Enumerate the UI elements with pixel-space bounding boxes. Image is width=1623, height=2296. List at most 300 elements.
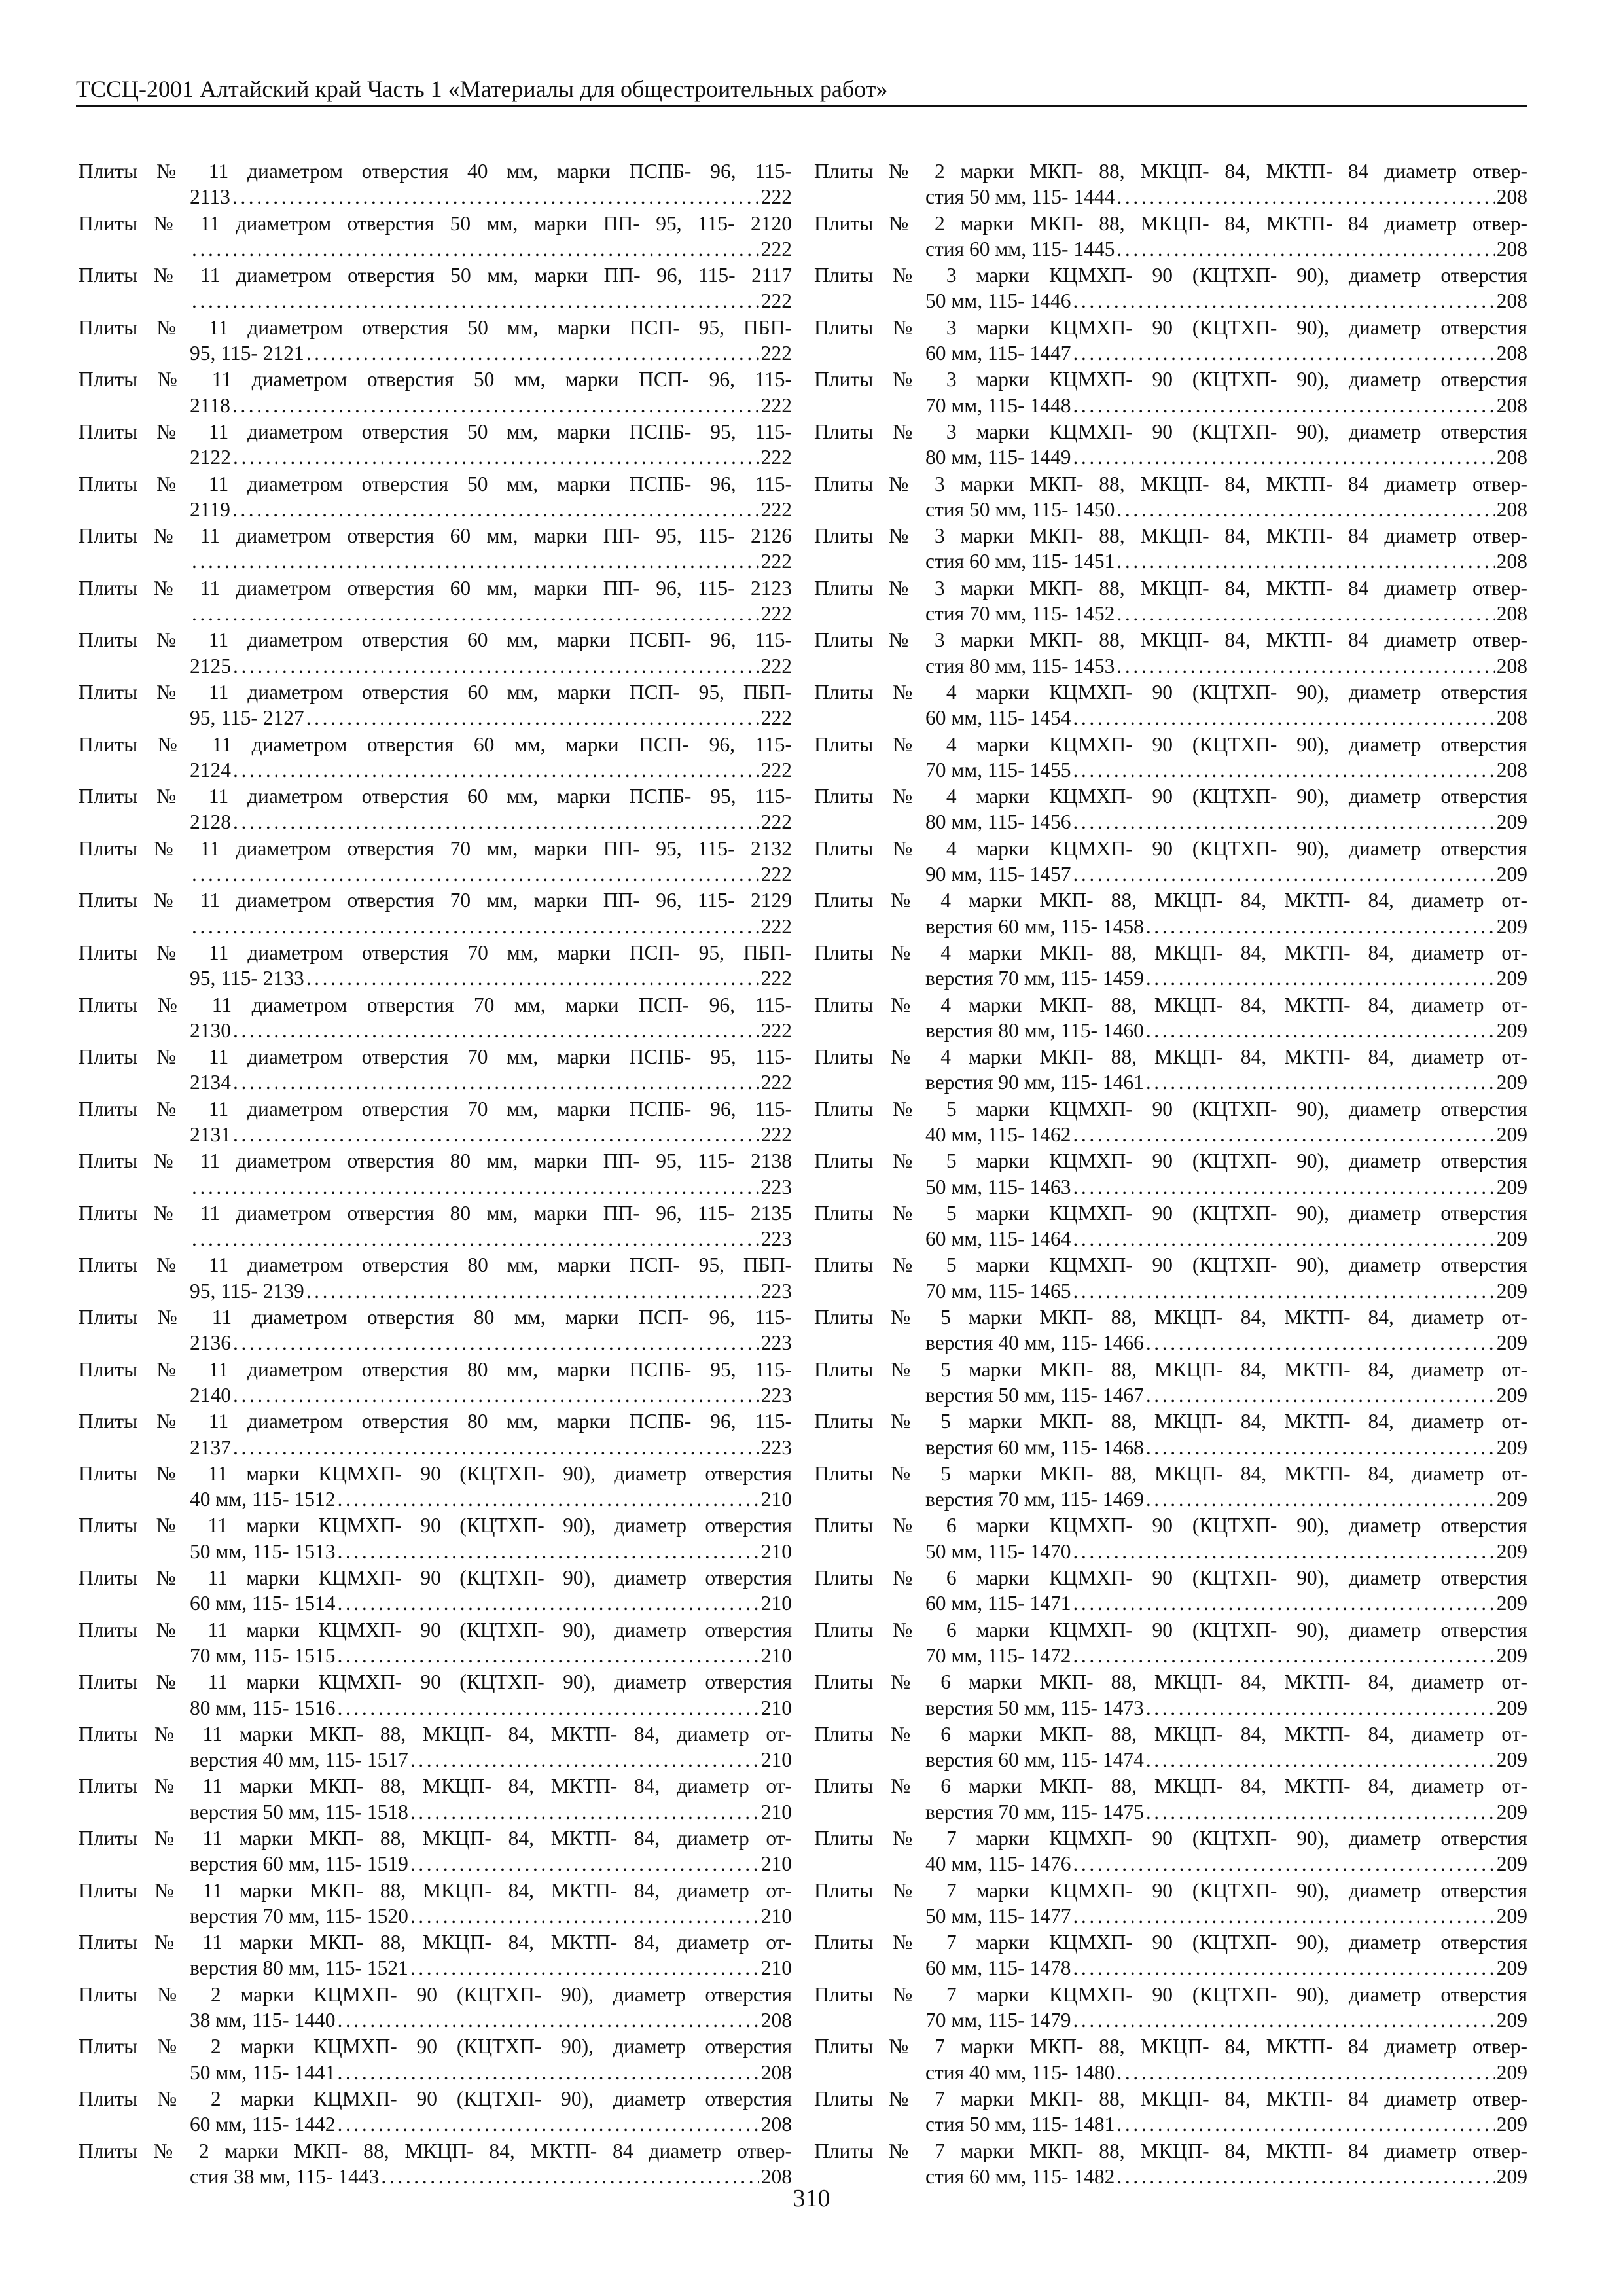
index-page-reference: 210 xyxy=(760,1488,792,1511)
index-entry-continuation-text: верстия 60 мм, 115- 1468 xyxy=(925,1435,1144,1459)
index-entry-continuation xyxy=(79,2060,792,2085)
index-page-reference: 210 xyxy=(760,1748,792,1772)
index-page-reference: 209 xyxy=(1496,2164,1527,2188)
index-entry xyxy=(814,575,1527,627)
index-page-reference: 210 xyxy=(760,1852,792,1876)
dot-leader xyxy=(410,1903,759,1929)
index-page-reference: 208 xyxy=(1496,289,1527,313)
index-entry-text: Плиты № 2 марки КЦМХП- 90 (КЦТХП- 90), диаметр отверстия xyxy=(79,2035,792,2058)
index-entry-text: Плиты № 5 марки КЦМХП- 90 (КЦТХП- 90), диаметр отверстия xyxy=(814,1149,1527,1173)
index-entry-text: Плиты № 11 диаметром отверстия 50 мм, марки ПСП- 96, 115- xyxy=(79,368,792,391)
dot-leader xyxy=(1146,1435,1495,1460)
index-entry-continuation-text: 70 мм, 115- 1448 xyxy=(925,393,1071,417)
index-entry xyxy=(814,992,1527,1044)
index-page-reference: 222 xyxy=(760,967,792,990)
dot-leader xyxy=(306,965,759,991)
index-entry-continuation-text: 95, 115- 2139 xyxy=(190,1279,304,1302)
index-entry xyxy=(814,783,1527,835)
index-entry-continuation-text: стия 60 мм, 115- 1445 xyxy=(925,237,1115,260)
index-page-reference: 222 xyxy=(760,706,792,730)
index-page-reference: 209 xyxy=(1496,1800,1527,1823)
index-entry-text: Плиты № 4 марки КЦМХП- 90 (КЦТХП- 90), диаметр отверстия xyxy=(814,680,1527,704)
index-entry-continuation xyxy=(79,497,792,522)
index-entry xyxy=(814,888,1527,939)
index-entry-continuation-text: 60 мм, 115- 1464 xyxy=(925,1227,1071,1251)
index-entry-continuation xyxy=(79,1590,792,1616)
index-entry-continuation xyxy=(814,1903,1527,1929)
index-page-reference: 223 xyxy=(760,1279,792,1302)
index-entry-continuation xyxy=(79,809,792,834)
dot-leader xyxy=(1073,705,1494,730)
index-entry-continuation xyxy=(79,965,792,991)
index-page-reference: 209 xyxy=(1496,1643,1527,1667)
index-entry xyxy=(814,315,1527,367)
index-page-reference: 208 xyxy=(1496,185,1527,209)
index-entry-continuation-text: верстия 70 мм, 115- 1459 xyxy=(925,967,1144,990)
index-entry xyxy=(79,1513,792,1564)
index-entry-continuation-text: 50 мм, 115- 1513 xyxy=(190,1539,336,1563)
index-entry-text: Плиты № 11 диаметром отверстия 70 мм, марки ПСПБ- 95, 115- xyxy=(79,1045,792,1069)
index-entry xyxy=(814,1304,1527,1356)
index-entry-text: Плиты № 11 марки КЦМХП- 90 (КЦТХП- 90), диаметр отверстия xyxy=(79,1462,792,1485)
index-page-reference: 209 xyxy=(1496,967,1527,990)
dot-leader xyxy=(1073,2007,1494,2033)
dot-leader xyxy=(337,1486,758,1512)
index-entry-continuation xyxy=(814,444,1527,470)
index-entry-text: Плиты № 11 диаметром отверстия 70 мм, марки ПП- 95, 115- 2132 xyxy=(79,836,792,860)
index-entry xyxy=(79,1148,792,1200)
index-entry xyxy=(79,1878,792,1929)
index-page-reference: 208 xyxy=(1496,446,1527,469)
dot-leader xyxy=(1073,1226,1494,1251)
index-entry-text: Плиты № 11 диаметром отверстия 50 мм, марки ПСП- 95, ПБП- xyxy=(79,315,792,339)
index-entry-text: Плиты № 11 диаметром отверстия 60 мм, марки ПСП- 95, ПБП- xyxy=(79,680,792,704)
index-page-reference: 223 xyxy=(760,1227,792,1251)
index-entry-text: Плиты № 7 марки МКП- 88, МКЦП- 84, МКТП- 84 диаметр отвер- xyxy=(814,2139,1527,2162)
index-page-reference: 209 xyxy=(1496,1592,1527,1615)
index-entry-text: Плиты № 11 марки МКП- 88, МКЦП- 84, МКТП- 84, диаметр от- xyxy=(79,1931,792,1954)
index-entry-text: Плиты № 11 марки МКП- 88, МКЦП- 84, МКТП- 84, диаметр от- xyxy=(79,1722,792,1746)
index-page-reference: 208 xyxy=(1496,393,1527,417)
index-page-reference: 209 xyxy=(1496,1122,1527,1146)
index-page-reference: 223 xyxy=(760,1383,792,1407)
index-page-reference: 222 xyxy=(760,446,792,469)
dot-leader xyxy=(232,497,759,522)
index-page-reference: 208 xyxy=(760,2164,792,2188)
dot-leader xyxy=(1073,393,1494,418)
index-entry-continuation xyxy=(79,1122,792,1147)
index-entry-continuation-text: стия 38 мм, 115- 1443 xyxy=(190,2164,380,2188)
index-page-reference: 222 xyxy=(760,1071,792,1094)
index-entry-text: Плиты № 3 марки КЦМХП- 90 (КЦТХП- 90), диаметр отверстия xyxy=(814,264,1527,287)
index-entry xyxy=(79,262,792,314)
dot-leader xyxy=(233,809,759,834)
index-entry-text: Плиты № 5 марки МКП- 88, МКЦП- 84, МКТП- 84, диаметр от- xyxy=(814,1306,1527,1329)
index-entry-continuation xyxy=(814,1226,1527,1251)
index-entry-continuation-text: 2136 xyxy=(190,1331,231,1355)
index-page-reference: 209 xyxy=(1496,914,1527,938)
index-entry-continuation xyxy=(814,1435,1527,1460)
index-entry xyxy=(814,419,1527,471)
index-entry-continuation xyxy=(79,1226,792,1251)
dot-leader xyxy=(192,601,759,626)
dot-leader xyxy=(232,184,759,209)
dot-leader xyxy=(1073,809,1494,834)
index-entry-text: Плиты № 3 марки МКП- 88, МКЦП- 84, МКТП- 84 диаметр отвер- xyxy=(814,628,1527,652)
index-entry xyxy=(79,1825,792,1877)
index-entry-continuation xyxy=(79,1695,792,1721)
dot-leader xyxy=(1116,184,1494,209)
index-entry-continuation xyxy=(814,288,1527,314)
index-page-reference: 208 xyxy=(1496,497,1527,521)
index-entry-continuation xyxy=(814,1799,1527,1825)
index-entry-continuation xyxy=(814,1539,1527,1564)
index-entry-text: Плиты № 4 марки МКП- 88, МКЦП- 84, МКТП- 84, диаметр от- xyxy=(814,1045,1527,1069)
dot-leader xyxy=(1146,965,1495,991)
index-entry xyxy=(79,1565,792,1617)
dot-leader xyxy=(410,1851,759,1876)
index-entry-continuation xyxy=(814,1018,1527,1043)
index-entry-text: Плиты № 11 марки КЦМХП- 90 (КЦТХП- 90), диаметр отверстия xyxy=(79,1618,792,1641)
dot-leader xyxy=(1073,1278,1494,1304)
index-entry xyxy=(814,2138,1527,2190)
index-page-reference: 209 xyxy=(1496,1488,1527,1511)
index-entry-continuation xyxy=(814,1486,1527,1512)
dot-leader xyxy=(233,1069,759,1095)
index-entry xyxy=(814,1617,1527,1669)
index-page-reference: 222 xyxy=(760,497,792,521)
index-entry-continuation xyxy=(79,2111,792,2137)
index-entry xyxy=(814,2034,1527,2085)
index-entry-continuation xyxy=(79,914,792,939)
index-page-reference: 222 xyxy=(760,602,792,626)
dot-leader xyxy=(1073,288,1494,314)
index-entry-continuation xyxy=(814,965,1527,991)
index-entry-continuation-text: 40 мм, 115- 1462 xyxy=(925,1122,1071,1146)
dot-leader xyxy=(1073,1955,1494,1981)
dot-leader xyxy=(192,1226,759,1251)
index-entry-continuation-text: верстия 70 мм, 115- 1520 xyxy=(190,1904,408,1928)
index-entry-text: Плиты № 6 марки МКП- 88, МКЦП- 84, МКТП- 84, диаметр от- xyxy=(814,1774,1527,1798)
index-page-reference: 210 xyxy=(760,1643,792,1667)
dot-leader xyxy=(233,1382,759,1408)
dot-leader xyxy=(410,1955,759,1981)
index-entry-continuation xyxy=(814,809,1527,834)
index-entry xyxy=(814,1929,1527,1981)
index-entry-continuation-text: 60 мм, 115- 1514 xyxy=(190,1592,336,1615)
index-entry-continuation xyxy=(79,1851,792,1876)
index-entry-continuation-text: 2134 xyxy=(190,1071,231,1094)
dot-leader xyxy=(1146,1069,1495,1095)
index-entry-text: Плиты № 11 марки КЦМХП- 90 (КЦТХП- 90), диаметр отверстия xyxy=(79,1670,792,1694)
index-page-reference: 222 xyxy=(760,393,792,417)
index-page-reference: 208 xyxy=(760,2113,792,2136)
index-entry-continuation-text: верстия 70 мм, 115- 1475 xyxy=(925,1800,1144,1823)
dot-leader xyxy=(306,705,759,730)
index-entry-continuation xyxy=(814,2060,1527,2085)
dot-leader xyxy=(1073,1643,1494,1668)
dot-leader xyxy=(410,1799,759,1825)
index-entry-continuation-text: 50 мм, 115- 1463 xyxy=(925,1175,1071,1198)
index-entry-text: Плиты № 4 марки КЦМХП- 90 (КЦТХП- 90), диаметр отверстия xyxy=(814,836,1527,860)
dot-leader xyxy=(192,548,759,574)
index-column-right xyxy=(814,158,1527,2190)
index-entry xyxy=(79,836,792,888)
dot-leader xyxy=(1073,1174,1494,1200)
index-page-reference: 209 xyxy=(1496,1956,1527,1980)
index-entry-text: Плиты № 6 марки КЦМХП- 90 (КЦТХП- 90), диаметр отверстия xyxy=(814,1514,1527,1537)
index-entry xyxy=(814,262,1527,314)
index-entry xyxy=(814,1200,1527,1252)
index-entry-text: Плиты № 2 марки МКП- 88, МКЦП- 84, МКТП- 84 диаметр отвер- xyxy=(79,2139,792,2162)
index-entry-text: Плиты № 11 диаметром отверстия 60 мм, марки ПП- 95, 115- 2126 xyxy=(79,524,792,548)
index-entry xyxy=(79,1929,792,1981)
index-entry-continuation-text: стия 40 мм, 115- 1480 xyxy=(925,2060,1115,2084)
dot-leader xyxy=(233,444,759,470)
index-entry-continuation xyxy=(814,184,1527,209)
dot-leader xyxy=(1116,2060,1494,2085)
index-entry xyxy=(79,1461,792,1513)
index-entry-continuation xyxy=(814,1590,1527,1616)
index-entry-continuation-text: 95, 115- 2121 xyxy=(190,342,304,365)
dot-leader xyxy=(1073,1539,1494,1564)
index-entry xyxy=(814,627,1527,679)
index-entry-continuation-text: верстия 90 мм, 115- 1461 xyxy=(925,1071,1144,1094)
index-page-reference: 223 xyxy=(760,1331,792,1355)
index-entry-text: Плиты № 11 диаметром отверстия 50 мм, марки ПП- 96, 115- 2117 xyxy=(79,264,792,287)
index-entry xyxy=(79,940,792,992)
index-page-reference: 223 xyxy=(760,1175,792,1198)
index-entry-text: Плиты № 5 марки МКП- 88, МКЦП- 84, МКТП- 84, диаметр от- xyxy=(814,1462,1527,1485)
index-page-reference: 209 xyxy=(1496,2060,1527,2084)
dot-leader xyxy=(1146,1799,1495,1825)
index-page-reference: 209 xyxy=(1496,1175,1527,1198)
dot-leader xyxy=(233,757,759,783)
index-entry-continuation-text: 60 мм, 115- 1442 xyxy=(190,2113,336,2136)
index-entry-continuation xyxy=(79,548,792,574)
dot-leader xyxy=(337,1539,758,1564)
index-entry-text: Плиты № 11 диаметром отверстия 60 мм, марки ПСПБ- 95, 115- xyxy=(79,785,792,808)
index-entry-continuation xyxy=(814,393,1527,418)
index-entry-continuation xyxy=(79,444,792,470)
dot-leader xyxy=(1116,601,1494,626)
index-entry xyxy=(79,471,792,523)
index-entry-continuation xyxy=(814,1955,1527,1981)
dot-leader xyxy=(192,1174,759,1200)
index-entry-continuation-text: 60 мм, 115- 1447 xyxy=(925,342,1071,365)
index-entry-text: Плиты № 7 марки КЦМХП- 90 (КЦТХП- 90), диаметр отверстия xyxy=(814,1982,1527,2006)
index-entry-continuation-text: верстия 40 мм, 115- 1517 xyxy=(190,1748,408,1772)
index-entry xyxy=(79,1408,792,1460)
index-entry-continuation xyxy=(79,236,792,262)
index-entry xyxy=(814,1878,1527,1929)
index-entry xyxy=(79,1982,792,2034)
index-entry-text: Плиты № 7 марки МКП- 88, МКЦП- 84, МКТП- 84 диаметр отвер- xyxy=(814,2035,1527,2058)
index-entry-continuation-text: 70 мм, 115- 1455 xyxy=(925,758,1071,781)
index-entry-text: Плиты № 11 марки МКП- 88, МКЦП- 84, МКТП- 84, диаметр от- xyxy=(79,1827,792,1850)
index-entry-continuation-text: 50 мм, 115- 1446 xyxy=(925,289,1071,313)
dot-leader xyxy=(192,914,759,939)
index-entry xyxy=(814,2086,1527,2138)
index-page-reference: 208 xyxy=(1496,550,1527,573)
index-entry-continuation xyxy=(79,757,792,783)
index-entry-continuation-text: 95, 115- 2127 xyxy=(190,706,304,730)
index-entry-continuation xyxy=(79,1382,792,1408)
index-entry xyxy=(79,2086,792,2138)
index-entry xyxy=(79,367,792,418)
dot-leader xyxy=(1146,1695,1495,1721)
index-entry-continuation-text: 95, 115- 2133 xyxy=(190,967,304,990)
index-entry xyxy=(814,1982,1527,2034)
index-page-reference: 209 xyxy=(1496,1018,1527,1042)
index-entry-continuation xyxy=(814,1122,1527,1147)
index-entry-continuation-text: 70 мм, 115- 1515 xyxy=(190,1643,336,1667)
index-entry xyxy=(814,836,1527,888)
index-entry-continuation xyxy=(79,1435,792,1460)
index-entry-continuation xyxy=(79,340,792,366)
index-entry-continuation-text: верстия 80 мм, 115- 1460 xyxy=(925,1018,1144,1042)
index-entry-continuation-text: 70 мм, 115- 1465 xyxy=(925,1279,1071,1302)
index-entry xyxy=(79,2138,792,2190)
index-entry-text: Плиты № 11 диаметром отверстия 50 мм, марки ПСПБ- 96, 115- xyxy=(79,472,792,495)
index-entry-continuation-text: 60 мм, 115- 1454 xyxy=(925,706,1071,730)
index-entry-continuation-text: 70 мм, 115- 1472 xyxy=(925,1643,1071,1667)
index-entry xyxy=(79,783,792,835)
index-entry-continuation-text: стия 60 мм, 115- 1482 xyxy=(925,2164,1115,2188)
index-entry-continuation-text: стия 50 мм, 115- 1450 xyxy=(925,497,1115,521)
index-entry-continuation xyxy=(79,1486,792,1512)
dot-leader xyxy=(337,1643,758,1668)
index-entry-continuation-text: верстия 60 мм, 115- 1474 xyxy=(925,1748,1144,1772)
index-entry-continuation-text: 90 мм, 115- 1457 xyxy=(925,863,1071,886)
index-entry xyxy=(79,1773,792,1825)
index-entry xyxy=(79,1044,792,1096)
index-entry-continuation xyxy=(814,1643,1527,1668)
index-entry-text: Плиты № 11 марки МКП- 88, МКЦП- 84, МКТП- 84, диаметр от- xyxy=(79,1878,792,1902)
index-entry-continuation-text: 2130 xyxy=(190,1018,231,1042)
index-entry xyxy=(79,315,792,367)
index-entry-text: Плиты № 3 марки МКП- 88, МКЦП- 84, МКТП- 84 диаметр отвер- xyxy=(814,472,1527,495)
dot-leader xyxy=(337,2007,758,2033)
index-entry-text: Плиты № 11 диаметром отверстия 70 мм, марки ПСПБ- 96, 115- xyxy=(79,1097,792,1121)
index-entry-text: Плиты № 2 марки МКП- 88, МКЦП- 84, МКТП- 84 диаметр отвер- xyxy=(814,211,1527,235)
index-entry xyxy=(79,1669,792,1721)
dot-leader xyxy=(1116,2111,1494,2137)
index-entry-text: Плиты № 11 диаметром отверстия 70 мм, марки ПСП- 95, ПБП- xyxy=(79,941,792,964)
dot-leader xyxy=(233,1330,759,1355)
index-page-reference: 208 xyxy=(1496,706,1527,730)
index-entry-text: Плиты № 7 марки КЦМХП- 90 (КЦТХП- 90), диаметр отверстия xyxy=(814,1878,1527,1902)
index-page-reference: 222 xyxy=(760,550,792,573)
index-entry-text: Плиты № 5 марки МКП- 88, МКЦП- 84, МКТП- 84, диаметр от- xyxy=(814,1357,1527,1381)
index-page-reference: 209 xyxy=(1496,1539,1527,1563)
index-page-reference: 210 xyxy=(760,1800,792,1823)
index-entry-text: Плиты № 11 диаметром отверстия 80 мм, марки ПСП- 95, ПБП- xyxy=(79,1253,792,1277)
index-entry-text: Плиты № 2 марки КЦМХП- 90 (КЦТХП- 90), диаметр отверстия xyxy=(79,2087,792,2110)
index-entry xyxy=(814,367,1527,418)
index-page-reference: 209 xyxy=(1496,1435,1527,1459)
index-entry-continuation-text: верстия 60 мм, 115- 1519 xyxy=(190,1852,408,1876)
index-entry xyxy=(814,679,1527,731)
page-number: 310 xyxy=(793,2185,830,2212)
index-entry-continuation xyxy=(814,757,1527,783)
index-entry-continuation-text: 2137 xyxy=(190,1435,231,1459)
index-entry-continuation xyxy=(79,653,792,679)
index-page-reference: 209 xyxy=(1496,1748,1527,1772)
index-entry-continuation-text: верстия 50 мм, 115- 1473 xyxy=(925,1696,1144,1719)
index-entry xyxy=(814,732,1527,783)
index-page-reference: 209 xyxy=(1496,863,1527,886)
index-entry-continuation xyxy=(79,1278,792,1304)
index-page-reference: 209 xyxy=(1496,2113,1527,2136)
index-entry-continuation-text: 50 мм, 115- 1477 xyxy=(925,1904,1071,1928)
index-entry-text: Плиты № 7 марки МКП- 88, МКЦП- 84, МКТП- 84 диаметр отвер- xyxy=(814,2087,1527,2110)
index-entry xyxy=(814,1357,1527,1408)
index-entry-text: Плиты № 11 диаметром отверстия 80 мм, марки ПП- 95, 115- 2138 xyxy=(79,1149,792,1173)
dot-leader xyxy=(192,861,759,887)
index-entry-text: Плиты № 3 марки МКП- 88, МКЦП- 84, МКТП- 84 диаметр отвер- xyxy=(814,576,1527,600)
index-entry xyxy=(814,1461,1527,1513)
index-entry xyxy=(814,211,1527,262)
dot-leader xyxy=(1116,236,1494,262)
dot-leader xyxy=(233,1018,759,1043)
index-entry-text: Плиты № 3 марки КЦМХП- 90 (КЦТХП- 90), диаметр отверстия xyxy=(814,420,1527,443)
index-entry-continuation xyxy=(79,288,792,314)
index-column-left xyxy=(79,158,792,2190)
index-entry-text: Плиты № 11 диаметром отверстия 70 мм, марки ПСП- 96, 115- xyxy=(79,993,792,1016)
index-entry xyxy=(814,1669,1527,1721)
index-entry-continuation xyxy=(814,1278,1527,1304)
index-page-reference: 222 xyxy=(760,185,792,209)
index-entry-text: Плиты № 4 марки МКП- 88, МКЦП- 84, МКТП- 84, диаметр от- xyxy=(814,993,1527,1016)
dot-leader xyxy=(1146,914,1495,939)
index-entry-text: Плиты № 6 марки КЦМХП- 90 (КЦТХП- 90), диаметр отверстия xyxy=(814,1618,1527,1641)
index-entry-continuation xyxy=(814,861,1527,887)
index-entry-text: Плиты № 4 марки КЦМХП- 90 (КЦТХП- 90), диаметр отверстия xyxy=(814,732,1527,756)
dot-leader xyxy=(1073,1122,1494,1147)
dot-leader xyxy=(1073,444,1494,470)
index-entry-text: Плиты № 3 марки КЦМХП- 90 (КЦТХП- 90), диаметр отверстия xyxy=(814,368,1527,391)
index-page-reference: 209 xyxy=(1496,1331,1527,1355)
index-entry-continuation-text: верстия 50 мм, 115- 1467 xyxy=(925,1383,1144,1407)
index-entry-continuation-text: 40 мм, 115- 1512 xyxy=(190,1488,336,1511)
dot-leader xyxy=(1146,1330,1495,1355)
dot-leader xyxy=(1073,757,1494,783)
dot-leader xyxy=(1073,340,1494,366)
index-entry xyxy=(79,1721,792,1773)
dot-leader xyxy=(410,1747,759,1772)
index-entry-text: Плиты № 3 марки КЦМХП- 90 (КЦТХП- 90), диаметр отверстия xyxy=(814,315,1527,339)
index-entry-continuation-text: 2140 xyxy=(190,1383,231,1407)
index-entry-continuation-text: 2124 xyxy=(190,758,231,781)
dot-leader xyxy=(1116,497,1494,522)
index-entry xyxy=(79,1304,792,1356)
index-page-reference: 208 xyxy=(1496,654,1527,677)
index-entry-text: Плиты № 5 марки КЦМХП- 90 (КЦТХП- 90), диаметр отверстия xyxy=(814,1253,1527,1277)
index-page-reference: 210 xyxy=(760,1539,792,1563)
index-entry-continuation xyxy=(814,340,1527,366)
index-entry-continuation-text: 2118 xyxy=(190,393,230,417)
index-entry xyxy=(79,1617,792,1669)
index-entry-continuation xyxy=(814,1069,1527,1095)
index-entry-text: Плиты № 6 марки МКП- 88, МКЦП- 84, МКТП- 84, диаметр от- xyxy=(814,1670,1527,1694)
index-entry-text: Плиты № 11 диаметром отверстия 60 мм, марки ПСБП- 96, 115- xyxy=(79,628,792,652)
index-entry xyxy=(814,1825,1527,1877)
dot-leader xyxy=(1116,548,1494,574)
index-page-reference: 209 xyxy=(1496,1852,1527,1876)
index-entry-continuation xyxy=(814,601,1527,626)
index-entry-continuation-text: стия 50 мм, 115- 1444 xyxy=(925,185,1115,209)
